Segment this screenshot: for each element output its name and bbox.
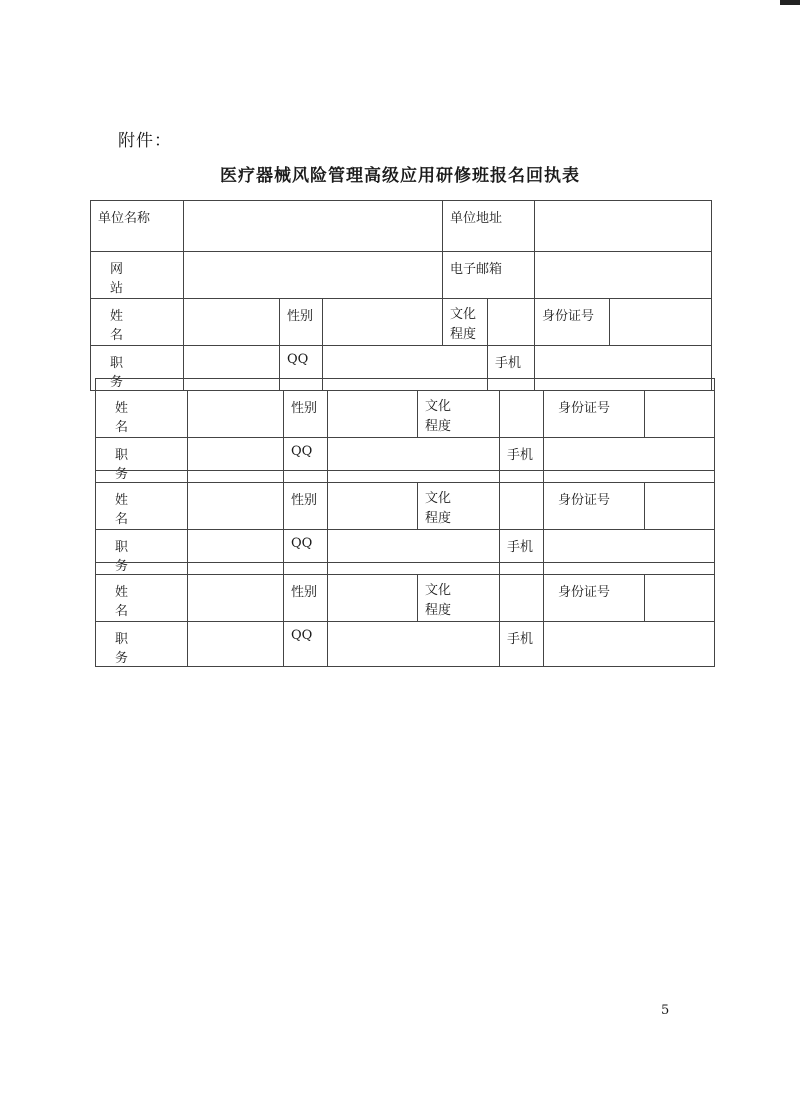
org-name-label: 单位名称 bbox=[91, 201, 184, 252]
phone-label: 手机 bbox=[500, 438, 544, 483]
contact-row bbox=[91, 252, 712, 299]
email-label: 电子邮箱 bbox=[443, 252, 535, 299]
position-field[interactable] bbox=[188, 622, 284, 667]
name-field[interactable] bbox=[188, 483, 284, 530]
id-number-field[interactable] bbox=[645, 575, 715, 621]
attachment-label: 附件： bbox=[118, 131, 172, 151]
qq-label: QQ bbox=[280, 346, 323, 391]
phone-field[interactable] bbox=[544, 622, 715, 667]
education-field[interactable] bbox=[500, 483, 544, 530]
name-label: 姓 名 bbox=[96, 391, 188, 438]
page-number: 5 bbox=[661, 1003, 670, 1018]
participant-4-row bbox=[96, 575, 715, 622]
separator-row bbox=[96, 379, 715, 391]
scan-corner-mark bbox=[780, 0, 800, 5]
id-number-field[interactable] bbox=[645, 391, 715, 437]
id-number-label: 身份证号 bbox=[544, 575, 645, 621]
gender-field[interactable] bbox=[328, 575, 418, 622]
org-name-field[interactable] bbox=[184, 201, 443, 252]
participant-2-row bbox=[96, 391, 715, 438]
qq-label: QQ bbox=[284, 438, 328, 483]
position-label: 职 务 bbox=[96, 530, 188, 575]
participant-3-table bbox=[95, 470, 715, 575]
gender-field[interactable] bbox=[323, 299, 443, 346]
position-label: 职 务 bbox=[96, 622, 188, 667]
education-label: 文化 程度 bbox=[418, 391, 500, 438]
name-label: 姓 名 bbox=[91, 299, 184, 346]
registration-table bbox=[90, 200, 712, 391]
gender-label: 性别 bbox=[280, 299, 323, 346]
gender-label: 性别 bbox=[284, 575, 328, 622]
id-number-field[interactable] bbox=[610, 299, 712, 346]
id-number-label: 身份证号 bbox=[544, 483, 645, 529]
education-field[interactable] bbox=[500, 391, 544, 438]
gender-label: 性别 bbox=[284, 483, 328, 530]
name-label: 姓 名 bbox=[96, 483, 188, 530]
education-field[interactable] bbox=[488, 299, 535, 346]
separator-row bbox=[96, 471, 715, 483]
position-label: 职 务 bbox=[91, 346, 184, 391]
org-address-label: 单位地址 bbox=[443, 201, 535, 252]
name-field[interactable] bbox=[184, 299, 280, 346]
phone-label: 手机 bbox=[500, 530, 544, 575]
participant-2-table bbox=[95, 378, 715, 483]
id-number-label: 身份证号 bbox=[544, 391, 645, 437]
gender-field[interactable] bbox=[328, 391, 418, 438]
gender-label: 性别 bbox=[284, 391, 328, 438]
id-number-label: 身份证号 bbox=[535, 299, 610, 346]
participant-4-row-2 bbox=[96, 622, 715, 667]
qq-field[interactable] bbox=[328, 622, 500, 667]
org-row bbox=[91, 201, 712, 252]
phone-label: 手机 bbox=[488, 346, 535, 391]
position-label: 职 务 bbox=[96, 438, 188, 483]
gender-field[interactable] bbox=[328, 483, 418, 530]
education-label: 文化 程度 bbox=[418, 575, 500, 622]
education-label: 文化 程度 bbox=[418, 483, 500, 530]
qq-label: QQ bbox=[284, 530, 328, 575]
participant-3-row bbox=[96, 483, 715, 530]
website-field[interactable] bbox=[184, 252, 443, 299]
website-label: 网 站 bbox=[91, 252, 184, 299]
name-field[interactable] bbox=[188, 391, 284, 438]
qq-label: QQ bbox=[284, 622, 328, 667]
participant-4-table bbox=[95, 562, 715, 667]
phone-label: 手机 bbox=[500, 622, 544, 667]
org-address-field[interactable] bbox=[535, 201, 712, 252]
education-field[interactable] bbox=[500, 575, 544, 622]
page-title: 医疗器械风险管理高级应用研修班报名回执表 bbox=[220, 166, 580, 186]
email-field[interactable] bbox=[535, 252, 712, 299]
name-field[interactable] bbox=[188, 575, 284, 622]
id-number-field[interactable] bbox=[645, 483, 715, 529]
name-label: 姓 名 bbox=[96, 575, 188, 622]
participant-1-row bbox=[91, 299, 712, 346]
education-label: 文化 程度 bbox=[443, 299, 488, 346]
separator-row bbox=[96, 563, 715, 575]
